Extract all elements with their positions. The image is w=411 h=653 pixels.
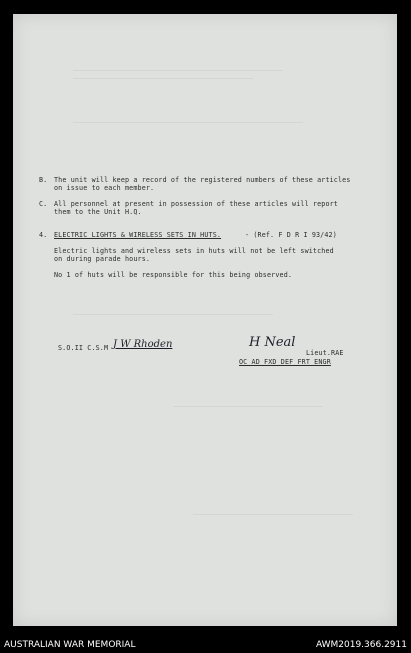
item-c-line-1: All personnel at present in possession of these articles will report xyxy=(54,200,338,208)
archive-name: AUSTRALIAN WAR MEMORIAL xyxy=(4,640,136,650)
item-b-marker: B. xyxy=(39,176,48,184)
section-4-para1-line-1: Electric lights and wireless sets in huts will not be left switched xyxy=(54,247,334,255)
item-b-line-2: on issue to each member. xyxy=(54,184,155,192)
section-4-reference: - (Ref. F D R I 93/42) xyxy=(245,231,337,239)
archive-reference: AWM2019.366.2911 xyxy=(315,640,407,650)
section-4-para1-line-2: on during parade hours. xyxy=(54,255,151,263)
left-signature: J W Rhoden xyxy=(113,339,173,350)
archive-footer xyxy=(0,636,411,653)
item-c-line-2: them to the Unit H.Q. xyxy=(54,208,142,216)
right-signatory-rank: Lieut.RAE xyxy=(306,349,344,357)
section-4-para2: No 1 of huts will be responsible for this being observed. xyxy=(54,271,293,279)
document-page xyxy=(13,14,397,626)
right-signatory-title: OC AD FXD DEF FRT ENGR xyxy=(239,358,331,366)
item-b-line-1: The unit will keep a record of the registered numbers of these articles xyxy=(54,176,351,184)
section-4-heading: ELECTRIC LIGHTS & WIRELESS SETS IN HUTS. xyxy=(54,231,222,239)
item-c-marker: C. xyxy=(39,200,48,208)
right-signature: H Neal xyxy=(249,335,296,350)
section-4-number: 4. xyxy=(39,231,48,239)
left-signatory-rank: S.O.II C.S.M xyxy=(58,344,109,352)
